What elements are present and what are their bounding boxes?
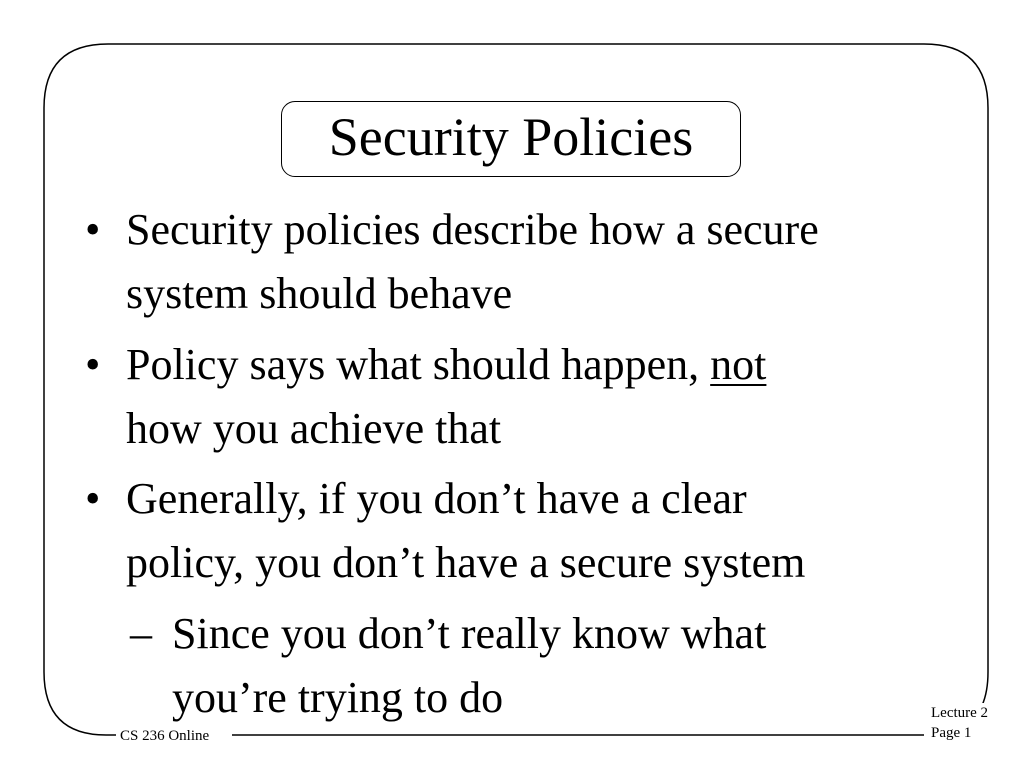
sub-bullet-line: Since you don’t really know what <box>172 609 767 658</box>
bullet-line: Security policies describe how a secure <box>126 205 819 254</box>
bullet-text <box>126 333 946 461</box>
bullet-text <box>126 467 946 595</box>
footer-lecture: Lecture 2 <box>931 705 989 721</box>
bullet-marker: • <box>85 340 101 389</box>
bullet-line-text: Policy says what should happen, <box>126 340 711 389</box>
bullet-text <box>126 198 946 326</box>
footer-lecture-page <box>928 703 991 743</box>
bullet-marker: • <box>85 474 101 523</box>
sub-bullet-line: you’re trying to do <box>172 673 504 722</box>
footer-page: Page 1 <box>931 725 972 741</box>
footer-course: CS 236 Online <box>116 727 213 745</box>
bullet-line: policy, you don’t have a secure system <box>126 538 806 587</box>
sub-bullet-marker: – <box>130 609 152 658</box>
bullet-line: Generally, if you don’t have a clear <box>126 474 747 523</box>
sub-bullet-text <box>172 602 932 730</box>
bullet-marker: • <box>85 205 101 254</box>
bullet-line <box>126 333 946 397</box>
slide-title: Security Policies <box>328 107 694 167</box>
bullet-line: system should behave <box>126 269 513 318</box>
emphasis-underlined: not <box>710 340 767 389</box>
bullet-line: how you achieve that <box>126 404 502 453</box>
